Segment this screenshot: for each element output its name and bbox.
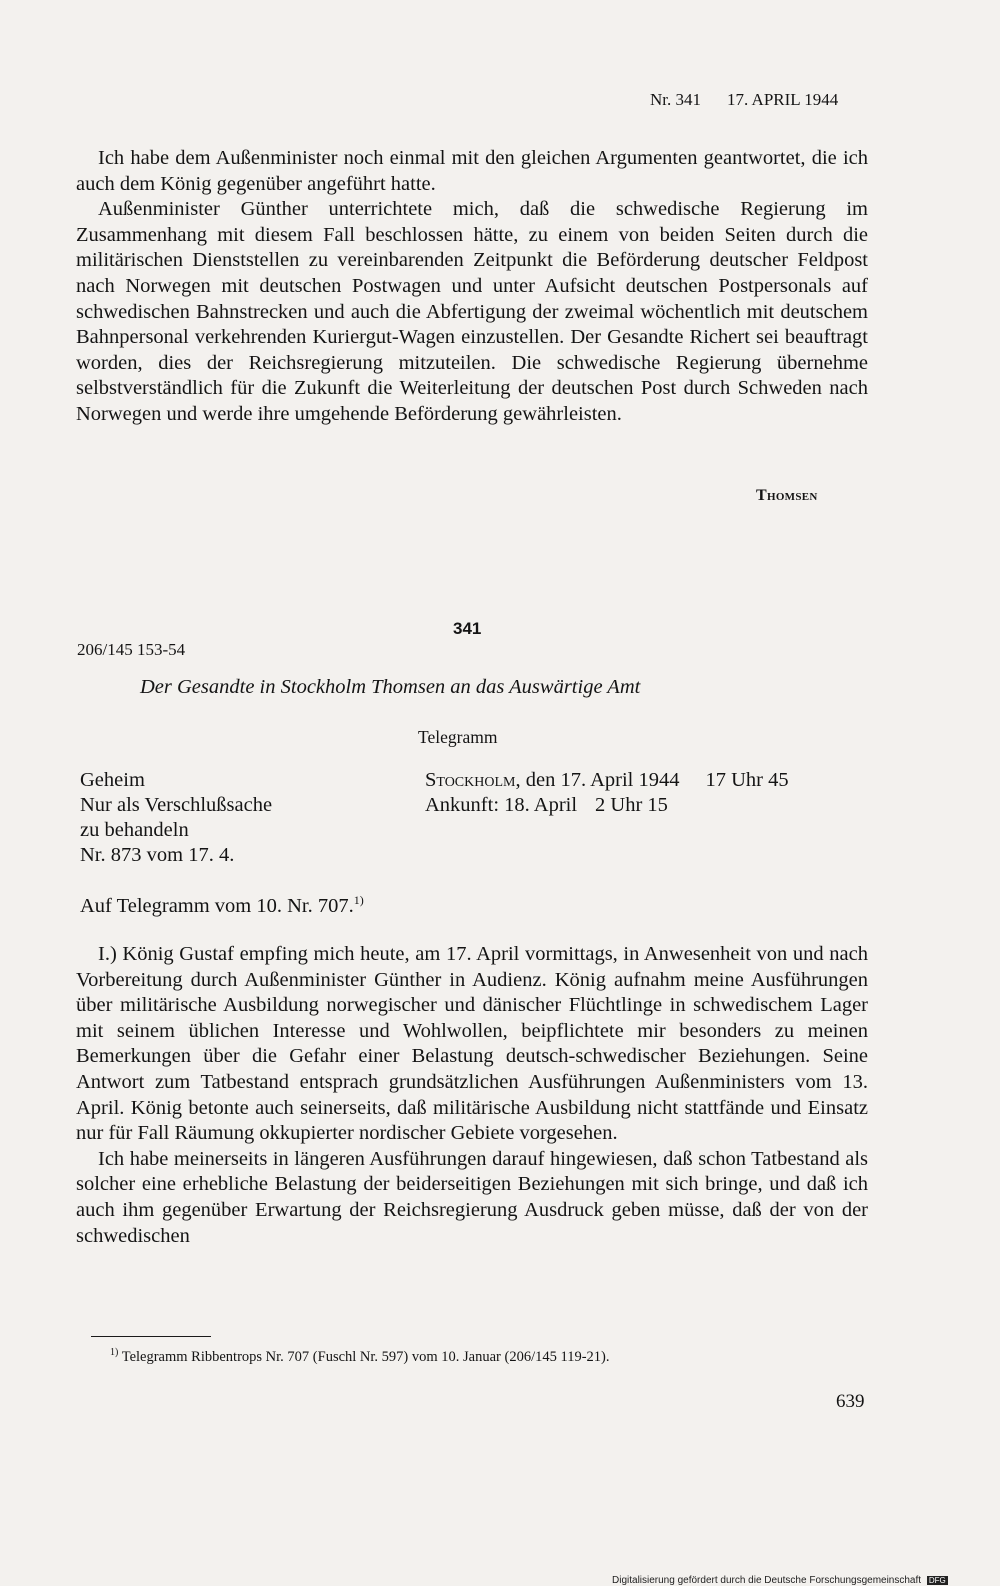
- dispatch-block: [425, 768, 789, 818]
- footnote-divider: [91, 1336, 211, 1337]
- file-reference: 206/145 153-54: [77, 640, 186, 659]
- credit-text: Digitalisierung gefördert durch die Deutsche Forschungsgemeinschaft: [612, 1575, 922, 1586]
- paragraph: Ich habe meinerseits in längeren Ausführungen darauf hingewiesen, daß schon Tatbestand als solcher eine erhebliche Belastung der beiderseitigen Beziehungen mit sich bringe, und daß ich auch ihm gegenüber Erwartung der Reichsregierung Ausdruck geben müsse, daß der von der schwedischen: [76, 1147, 868, 1247]
- paragraph: Außenminister Günther unterrichtete mich, daß die schwedische Regierung im Zusammenhang mit diesem Fall beschlossen hätte, zu einem von beiden Seiten durch die militärischen Dienststellen zu vereinbarenden Zeitpunkt die Beförderung deutscher Feldpost nach Norwegen mit deutschen Postwagen und unter Aufsicht deutschen Postpersonals auf schwedischen Bahnstrecken und auch die Abfertigung der zweimal wöchentlich mit deutschem Bahnpersonal verkehrenden Kuriergut-Wagen einzustellen. Der Gesandte Richert sei beauftragt worden, dies der Reichsregierung mitzuteilen. Die schwedische Regierung übernehme selbstverständlich für die Zukunft die Weiterleitung der deutschen Post durch Schweden nach Norwegen und werde ihre umgehende Beförderung gewährleisten.: [76, 198, 868, 425]
- paragraph: Ich habe dem Außenminister noch einmal mit den gleichen Argumenten geantwortet, die ich auch dem König gegenüber angeführt hatte.: [76, 147, 868, 195]
- running-head-number: Nr. 341: [650, 90, 701, 109]
- classification-line: zu behandeln: [80, 819, 189, 841]
- digitization-credit: [612, 1575, 948, 1586]
- classification-line: Nr. 873 vom 17. 4.: [80, 844, 235, 866]
- document-heading: Der Gesandte in Stockholm Thomsen an das Auswärtige Amt: [140, 676, 641, 698]
- reference-text: Auf Telegramm vom 10. Nr. 707.: [80, 894, 354, 917]
- footnote: [110, 1347, 609, 1366]
- classification-line: Geheim: [80, 769, 145, 791]
- arrival-date: Ankunft: 18. April: [425, 794, 578, 816]
- page-number: 639: [836, 1391, 865, 1412]
- document-type: Telegramm: [418, 727, 498, 747]
- running-head-date: 17. APRIL 1944: [727, 90, 839, 109]
- footnote-marker: 1): [110, 1347, 119, 1358]
- reference-line: [80, 893, 364, 918]
- running-head: [650, 90, 838, 110]
- paragraph: I.) König Gustaf empfing mich heute, am 17. April vormittags, in Anwesenheit von und nach Vorbereitung durch Außenminister Günther in Audienz. König aufnahm meine Ausführungen über militärische Ausbildung norwegischer und dänischer Flüchtlinge in schwedischem Lager mit seinem üblichen Interesse und Wohlwollen, beipflichtete mir besonders zu meinen Bemerkungen über die Gefahr einer Belastung deutsch-schwedischer Beziehungen. Seine Antwort zum Tatbestand entsprach grundsätzlichen Ausführungen Außenministers vom 13. April. König betonte auch seinerseits, daß militärische Ausbildung nicht stattfände und Einsatz nur für Fall Räumung okkupierter nordischer Gebiete vorgesehen.: [76, 943, 868, 1145]
- signature: Thomsen: [756, 487, 818, 504]
- document-number: 341: [453, 619, 482, 638]
- origin-time: 17 Uhr 45: [705, 769, 789, 791]
- origin-place: Stockholm,: [425, 769, 521, 791]
- footnote-ref: 1): [353, 893, 364, 907]
- continued-text: [76, 146, 868, 428]
- classification-block: [80, 768, 272, 868]
- footnote-text: Telegramm Ribbentrops Nr. 707 (Fuschl Nr. 597) vom 10. Januar (206/145 119-21).: [121, 1348, 610, 1365]
- classification-line: Nur als Verschlußsache: [80, 794, 273, 816]
- arrival-time: 2 Uhr 15: [595, 794, 668, 816]
- telegram-text: [76, 942, 868, 1249]
- dfg-logo-icon: DFG: [928, 1575, 946, 1585]
- origin-date: den 17. April 1944: [525, 769, 680, 791]
